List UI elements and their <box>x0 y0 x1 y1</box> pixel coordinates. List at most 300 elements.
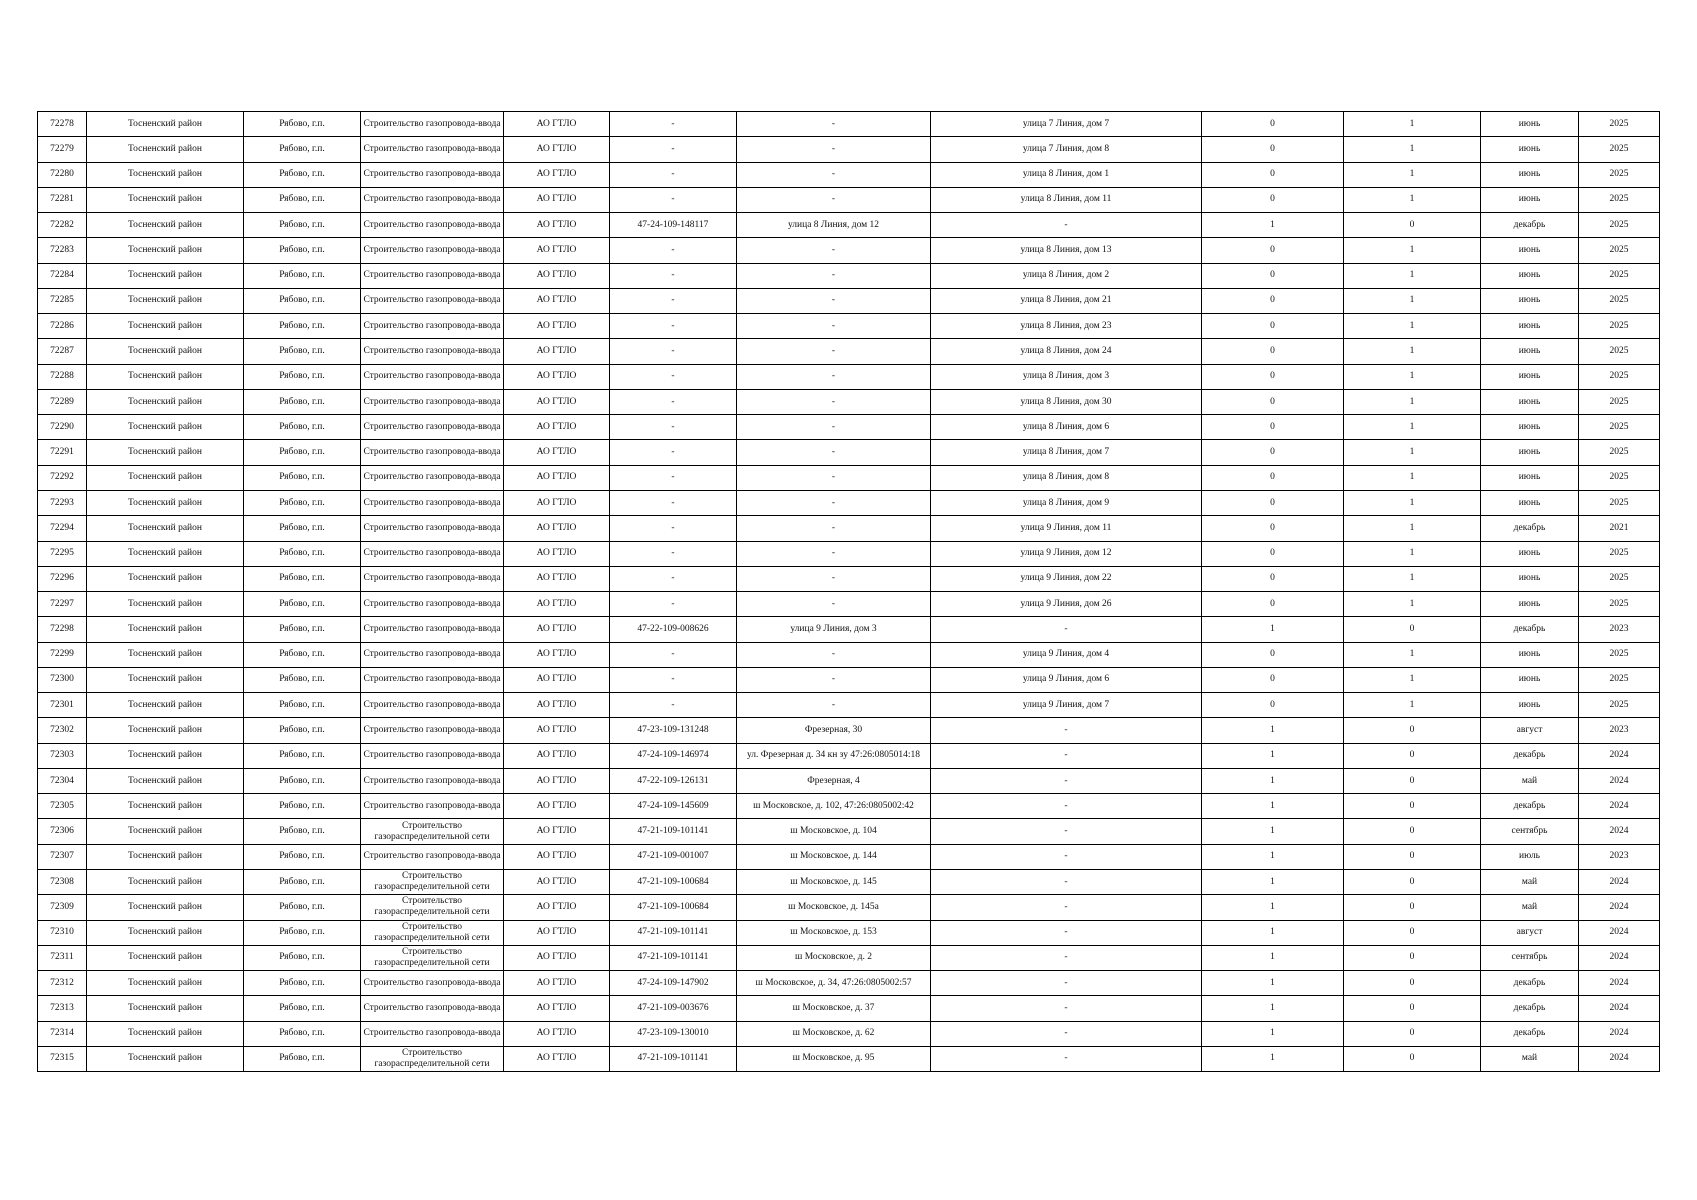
cell-address-planned: улица 8 Линия, дом 8 <box>931 465 1202 490</box>
cell-address-contract: Фрезерная, 4 <box>737 768 931 793</box>
cell-organization: АО ГТЛО <box>504 1046 610 1071</box>
cell-work-type: Строительство газопровода-ввода <box>361 415 504 440</box>
cell-organization: АО ГТЛО <box>504 415 610 440</box>
cell-address-planned: улица 9 Линия, дом 4 <box>931 642 1202 667</box>
cell-settlement: Рябово, г.п. <box>244 415 361 440</box>
cell-address-contract: - <box>737 440 931 465</box>
cell-row-id: 72314 <box>38 1021 87 1046</box>
cell-work-type: Строительство газопровода-ввода <box>361 440 504 465</box>
cell-count-planned: 0 <box>1344 1021 1481 1046</box>
table-row <box>38 364 1660 389</box>
cell-row-id: 72306 <box>38 819 87 844</box>
cell-month: июнь <box>1481 162 1579 187</box>
cell-count-planned: 0 <box>1344 718 1481 743</box>
cell-district: Тосненский район <box>87 288 244 313</box>
cell-address-planned: улица 8 Линия, дом 11 <box>931 187 1202 212</box>
cell-application-number: - <box>610 693 737 718</box>
cell-month: июнь <box>1481 566 1579 591</box>
cell-count-planned: 1 <box>1344 541 1481 566</box>
cell-year: 2025 <box>1579 112 1660 137</box>
cell-organization: АО ГТЛО <box>504 642 610 667</box>
cell-count-planned: 0 <box>1344 743 1481 768</box>
cell-count-planned: 1 <box>1344 516 1481 541</box>
table-row <box>38 819 1660 844</box>
cell-month: июнь <box>1481 440 1579 465</box>
cell-application-number: - <box>610 642 737 667</box>
cell-row-id: 72311 <box>38 945 87 970</box>
cell-application-number: 47-21-109-100684 <box>610 869 737 894</box>
table-row <box>38 263 1660 288</box>
cell-address-contract: - <box>737 642 931 667</box>
cell-settlement: Рябово, г.п. <box>244 339 361 364</box>
cell-row-id: 72309 <box>38 895 87 920</box>
cell-settlement: Рябово, г.п. <box>244 794 361 819</box>
cell-settlement: Рябово, г.п. <box>244 693 361 718</box>
cell-count-contract: 0 <box>1202 516 1344 541</box>
cell-year: 2024 <box>1579 945 1660 970</box>
cell-count-planned: 1 <box>1344 440 1481 465</box>
table-row <box>38 592 1660 617</box>
cell-district: Тосненский район <box>87 162 244 187</box>
cell-address-contract: - <box>737 541 931 566</box>
table-row <box>38 490 1660 515</box>
cell-work-type: Строительство газопровода-ввода <box>361 743 504 768</box>
cell-count-contract: 0 <box>1202 566 1344 591</box>
cell-month: июнь <box>1481 137 1579 162</box>
cell-organization: АО ГТЛО <box>504 768 610 793</box>
cell-month: июнь <box>1481 465 1579 490</box>
cell-work-type: Строительство газопровода-ввода <box>361 162 504 187</box>
cell-address-planned: улица 9 Линия, дом 26 <box>931 592 1202 617</box>
cell-month: декабрь <box>1481 743 1579 768</box>
cell-address-planned: улица 8 Линия, дом 21 <box>931 288 1202 313</box>
cell-count-contract: 0 <box>1202 465 1344 490</box>
cell-row-id: 72295 <box>38 541 87 566</box>
cell-address-planned: - <box>931 895 1202 920</box>
cell-organization: АО ГТЛО <box>504 895 610 920</box>
cell-settlement: Рябово, г.п. <box>244 617 361 642</box>
cell-count-contract: 0 <box>1202 137 1344 162</box>
cell-address-planned: улица 8 Линия, дом 30 <box>931 389 1202 414</box>
table-row <box>38 667 1660 692</box>
cell-address-contract: ш Московское, д. 2 <box>737 945 931 970</box>
cell-work-type: Строительство газораспределительной сети <box>361 1046 504 1071</box>
table-row <box>38 213 1660 238</box>
cell-address-planned: - <box>931 1021 1202 1046</box>
cell-address-contract: ул. Фрезерная д. 34 кн зу 47:26:0805014:18 <box>737 743 931 768</box>
cell-organization: АО ГТЛО <box>504 945 610 970</box>
cell-district: Тосненский район <box>87 693 244 718</box>
cell-district: Тосненский район <box>87 743 244 768</box>
cell-address-planned: улица 9 Линия, дом 22 <box>931 566 1202 591</box>
cell-settlement: Рябово, г.п. <box>244 364 361 389</box>
cell-address-planned: улица 7 Линия, дом 7 <box>931 112 1202 137</box>
table-row <box>38 945 1660 970</box>
cell-address-contract: - <box>737 516 931 541</box>
cell-settlement: Рябово, г.п. <box>244 844 361 869</box>
cell-count-contract: 0 <box>1202 162 1344 187</box>
cell-count-planned: 1 <box>1344 162 1481 187</box>
cell-count-planned: 0 <box>1344 971 1481 996</box>
cell-district: Тосненский район <box>87 869 244 894</box>
cell-address-planned: - <box>931 819 1202 844</box>
cell-application-number: 47-22-109-008626 <box>610 617 737 642</box>
cell-year: 2025 <box>1579 364 1660 389</box>
cell-row-id: 72292 <box>38 465 87 490</box>
cell-month: июнь <box>1481 112 1579 137</box>
table-row <box>38 996 1660 1021</box>
cell-month: май <box>1481 895 1579 920</box>
table-row <box>38 541 1660 566</box>
cell-district: Тосненский район <box>87 566 244 591</box>
cell-month: сентябрь <box>1481 945 1579 970</box>
cell-address-contract: ш Московское, д. 145а <box>737 895 931 920</box>
cell-year: 2024 <box>1579 996 1660 1021</box>
cell-district: Тосненский район <box>87 794 244 819</box>
cell-district: Тосненский район <box>87 314 244 339</box>
cell-month: май <box>1481 869 1579 894</box>
table-row <box>38 465 1660 490</box>
cell-settlement: Рябово, г.п. <box>244 1021 361 1046</box>
cell-count-planned: 1 <box>1344 137 1481 162</box>
table-row <box>38 415 1660 440</box>
table-row <box>38 920 1660 945</box>
cell-work-type: Строительство газораспределительной сети <box>361 945 504 970</box>
cell-organization: АО ГТЛО <box>504 263 610 288</box>
cell-year: 2024 <box>1579 743 1660 768</box>
cell-application-number: - <box>610 263 737 288</box>
cell-address-contract: - <box>737 389 931 414</box>
cell-address-planned: - <box>931 213 1202 238</box>
cell-organization: АО ГТЛО <box>504 516 610 541</box>
cell-count-contract: 0 <box>1202 415 1344 440</box>
cell-count-planned: 1 <box>1344 465 1481 490</box>
cell-row-id: 72313 <box>38 996 87 1021</box>
cell-work-type: Строительство газопровода-ввода <box>361 1021 504 1046</box>
cell-district: Тосненский район <box>87 415 244 440</box>
cell-count-planned: 0 <box>1344 819 1481 844</box>
cell-address-contract: - <box>737 364 931 389</box>
cell-year: 2025 <box>1579 288 1660 313</box>
cell-organization: АО ГТЛО <box>504 617 610 642</box>
cell-organization: АО ГТЛО <box>504 592 610 617</box>
cell-month: май <box>1481 1046 1579 1071</box>
cell-work-type: Строительство газопровода-ввода <box>361 768 504 793</box>
cell-settlement: Рябово, г.п. <box>244 263 361 288</box>
cell-count-contract: 1 <box>1202 743 1344 768</box>
cell-count-contract: 0 <box>1202 642 1344 667</box>
cell-count-contract: 0 <box>1202 592 1344 617</box>
cell-application-number: - <box>610 137 737 162</box>
cell-year: 2025 <box>1579 187 1660 212</box>
cell-address-planned: - <box>931 869 1202 894</box>
cell-row-id: 72297 <box>38 592 87 617</box>
cell-count-contract: 0 <box>1202 667 1344 692</box>
cell-organization: АО ГТЛО <box>504 465 610 490</box>
table-body <box>38 112 1660 1072</box>
cell-year: 2024 <box>1579 1046 1660 1071</box>
cell-month: июнь <box>1481 314 1579 339</box>
cell-work-type: Строительство газораспределительной сети <box>361 869 504 894</box>
cell-district: Тосненский район <box>87 945 244 970</box>
cell-settlement: Рябово, г.п. <box>244 541 361 566</box>
cell-organization: АО ГТЛО <box>504 971 610 996</box>
cell-district: Тосненский район <box>87 642 244 667</box>
cell-row-id: 72305 <box>38 794 87 819</box>
cell-count-planned: 0 <box>1344 945 1481 970</box>
cell-row-id: 72293 <box>38 490 87 515</box>
cell-organization: АО ГТЛО <box>504 819 610 844</box>
cell-district: Тосненский район <box>87 137 244 162</box>
cell-month: июнь <box>1481 642 1579 667</box>
cell-month: сентябрь <box>1481 819 1579 844</box>
cell-count-contract: 0 <box>1202 314 1344 339</box>
cell-year: 2025 <box>1579 440 1660 465</box>
cell-month: июнь <box>1481 389 1579 414</box>
cell-address-contract: - <box>737 288 931 313</box>
cell-month: декабрь <box>1481 996 1579 1021</box>
cell-organization: АО ГТЛО <box>504 288 610 313</box>
cell-application-number: 47-24-109-145609 <box>610 794 737 819</box>
cell-address-planned: улица 7 Линия, дом 8 <box>931 137 1202 162</box>
cell-organization: АО ГТЛО <box>504 1021 610 1046</box>
table-row <box>38 339 1660 364</box>
cell-address-contract: - <box>737 490 931 515</box>
cell-month: декабрь <box>1481 516 1579 541</box>
table-row <box>38 137 1660 162</box>
cell-year: 2024 <box>1579 819 1660 844</box>
cell-application-number: 47-21-109-101141 <box>610 920 737 945</box>
cell-month: август <box>1481 718 1579 743</box>
cell-month: июнь <box>1481 263 1579 288</box>
cell-count-contract: 0 <box>1202 263 1344 288</box>
cell-district: Тосненский район <box>87 541 244 566</box>
cell-count-contract: 1 <box>1202 869 1344 894</box>
table-row <box>38 1021 1660 1046</box>
cell-application-number: - <box>610 162 737 187</box>
cell-settlement: Рябово, г.п. <box>244 642 361 667</box>
cell-district: Тосненский район <box>87 971 244 996</box>
cell-application-number: - <box>610 364 737 389</box>
cell-address-planned: - <box>931 768 1202 793</box>
cell-application-number: - <box>610 415 737 440</box>
cell-row-id: 72308 <box>38 869 87 894</box>
cell-organization: АО ГТЛО <box>504 187 610 212</box>
cell-settlement: Рябово, г.п. <box>244 490 361 515</box>
cell-organization: АО ГТЛО <box>504 693 610 718</box>
cell-year: 2021 <box>1579 516 1660 541</box>
cell-address-planned: улица 8 Линия, дом 23 <box>931 314 1202 339</box>
cell-district: Тосненский район <box>87 440 244 465</box>
cell-count-planned: 0 <box>1344 794 1481 819</box>
cell-application-number: - <box>610 238 737 263</box>
cell-count-contract: 1 <box>1202 794 1344 819</box>
cell-count-planned: 0 <box>1344 1046 1481 1071</box>
cell-count-contract: 0 <box>1202 112 1344 137</box>
cell-row-id: 72287 <box>38 339 87 364</box>
cell-district: Тосненский район <box>87 112 244 137</box>
cell-count-planned: 1 <box>1344 490 1481 515</box>
cell-count-contract: 1 <box>1202 1021 1344 1046</box>
cell-work-type: Строительство газораспределительной сети <box>361 895 504 920</box>
cell-application-number: 47-23-109-130010 <box>610 1021 737 1046</box>
cell-application-number: 47-21-109-001007 <box>610 844 737 869</box>
cell-month: декабрь <box>1481 1021 1579 1046</box>
cell-year: 2024 <box>1579 895 1660 920</box>
cell-address-planned: - <box>931 971 1202 996</box>
cell-count-contract: 0 <box>1202 339 1344 364</box>
cell-work-type: Строительство газопровода-ввода <box>361 112 504 137</box>
cell-row-id: 72279 <box>38 137 87 162</box>
cell-settlement: Рябово, г.п. <box>244 743 361 768</box>
cell-work-type: Строительство газопровода-ввода <box>361 238 504 263</box>
cell-district: Тосненский район <box>87 844 244 869</box>
cell-address-contract: - <box>737 137 931 162</box>
cell-organization: АО ГТЛО <box>504 566 610 591</box>
cell-count-contract: 0 <box>1202 238 1344 263</box>
cell-row-id: 72304 <box>38 768 87 793</box>
cell-row-id: 72312 <box>38 971 87 996</box>
cell-count-planned: 1 <box>1344 415 1481 440</box>
cell-year: 2024 <box>1579 920 1660 945</box>
cell-application-number: 47-21-109-003676 <box>610 996 737 1021</box>
cell-work-type: Строительство газопровода-ввода <box>361 465 504 490</box>
cell-district: Тосненский район <box>87 364 244 389</box>
cell-row-id: 72281 <box>38 187 87 212</box>
cell-address-planned: улица 9 Линия, дом 7 <box>931 693 1202 718</box>
gasification-table <box>37 111 1660 1072</box>
cell-district: Тосненский район <box>87 490 244 515</box>
cell-year: 2024 <box>1579 971 1660 996</box>
cell-work-type: Строительство газопровода-ввода <box>361 566 504 591</box>
cell-settlement: Рябово, г.п. <box>244 971 361 996</box>
table-row <box>38 743 1660 768</box>
cell-count-contract: 0 <box>1202 288 1344 313</box>
cell-year: 2025 <box>1579 566 1660 591</box>
cell-row-id: 72307 <box>38 844 87 869</box>
cell-address-planned: - <box>931 996 1202 1021</box>
cell-year: 2024 <box>1579 768 1660 793</box>
cell-settlement: Рябово, г.п. <box>244 920 361 945</box>
cell-work-type: Строительство газопровода-ввода <box>361 718 504 743</box>
cell-count-planned: 1 <box>1344 238 1481 263</box>
cell-count-contract: 1 <box>1202 971 1344 996</box>
cell-district: Тосненский район <box>87 819 244 844</box>
cell-month: декабрь <box>1481 971 1579 996</box>
cell-work-type: Строительство газопровода-ввода <box>361 971 504 996</box>
cell-count-planned: 1 <box>1344 667 1481 692</box>
cell-application-number: 47-24-109-146974 <box>610 743 737 768</box>
cell-month: июнь <box>1481 288 1579 313</box>
cell-settlement: Рябово, г.п. <box>244 112 361 137</box>
cell-year: 2025 <box>1579 137 1660 162</box>
cell-settlement: Рябово, г.п. <box>244 314 361 339</box>
table-row <box>38 389 1660 414</box>
cell-settlement: Рябово, г.п. <box>244 667 361 692</box>
cell-organization: АО ГТЛО <box>504 794 610 819</box>
cell-count-contract: 1 <box>1202 945 1344 970</box>
cell-count-planned: 0 <box>1344 869 1481 894</box>
cell-count-planned: 1 <box>1344 693 1481 718</box>
cell-settlement: Рябово, г.п. <box>244 465 361 490</box>
cell-address-contract: ш Московское, д. 34, 47:26:0805002:57 <box>737 971 931 996</box>
cell-settlement: Рябово, г.п. <box>244 819 361 844</box>
cell-year: 2025 <box>1579 642 1660 667</box>
cell-count-contract: 0 <box>1202 364 1344 389</box>
cell-district: Тосненский район <box>87 1021 244 1046</box>
cell-application-number: - <box>610 541 737 566</box>
cell-count-planned: 1 <box>1344 263 1481 288</box>
cell-district: Тосненский район <box>87 263 244 288</box>
table-row <box>38 844 1660 869</box>
cell-application-number: - <box>610 187 737 212</box>
cell-application-number: 47-24-109-147902 <box>610 971 737 996</box>
cell-organization: АО ГТЛО <box>504 162 610 187</box>
cell-month: июнь <box>1481 415 1579 440</box>
cell-row-id: 72298 <box>38 617 87 642</box>
cell-year: 2023 <box>1579 844 1660 869</box>
cell-district: Тосненский район <box>87 895 244 920</box>
cell-row-id: 72301 <box>38 693 87 718</box>
cell-address-planned: улица 8 Линия, дом 6 <box>931 415 1202 440</box>
cell-application-number: 47-21-109-101141 <box>610 1046 737 1071</box>
cell-address-planned: - <box>931 617 1202 642</box>
cell-count-contract: 0 <box>1202 187 1344 212</box>
table-row <box>38 869 1660 894</box>
table-row <box>38 794 1660 819</box>
cell-row-id: 72310 <box>38 920 87 945</box>
cell-settlement: Рябово, г.п. <box>244 996 361 1021</box>
cell-address-contract: - <box>737 667 931 692</box>
cell-work-type: Строительство газопровода-ввода <box>361 364 504 389</box>
cell-address-contract: - <box>737 187 931 212</box>
cell-count-planned: 0 <box>1344 895 1481 920</box>
cell-organization: АО ГТЛО <box>504 869 610 894</box>
cell-count-contract: 0 <box>1202 541 1344 566</box>
cell-year: 2024 <box>1579 869 1660 894</box>
cell-year: 2025 <box>1579 541 1660 566</box>
cell-count-planned: 0 <box>1344 213 1481 238</box>
cell-address-contract: - <box>737 592 931 617</box>
table-row <box>38 516 1660 541</box>
cell-row-id: 72280 <box>38 162 87 187</box>
cell-organization: АО ГТЛО <box>504 137 610 162</box>
cell-year: 2023 <box>1579 718 1660 743</box>
cell-month: июнь <box>1481 490 1579 515</box>
cell-work-type: Строительство газопровода-ввода <box>361 541 504 566</box>
cell-organization: АО ГТЛО <box>504 996 610 1021</box>
cell-address-planned: - <box>931 920 1202 945</box>
cell-address-contract: - <box>737 566 931 591</box>
cell-district: Тосненский район <box>87 389 244 414</box>
cell-month: декабрь <box>1481 617 1579 642</box>
cell-address-contract: ш Московское, д. 95 <box>737 1046 931 1071</box>
table-row <box>38 693 1660 718</box>
cell-address-contract: ш Московское, д. 104 <box>737 819 931 844</box>
cell-organization: АО ГТЛО <box>504 238 610 263</box>
cell-work-type: Строительство газопровода-ввода <box>361 288 504 313</box>
cell-application-number: 47-24-109-148117 <box>610 213 737 238</box>
cell-work-type: Строительство газопровода-ввода <box>361 794 504 819</box>
cell-settlement: Рябово, г.п. <box>244 440 361 465</box>
cell-address-planned: улица 9 Линия, дом 11 <box>931 516 1202 541</box>
cell-work-type: Строительство газопровода-ввода <box>361 263 504 288</box>
cell-row-id: 72315 <box>38 1046 87 1071</box>
cell-address-planned: улица 9 Линия, дом 12 <box>931 541 1202 566</box>
cell-year: 2025 <box>1579 339 1660 364</box>
cell-row-id: 72288 <box>38 364 87 389</box>
cell-address-planned: - <box>931 1046 1202 1071</box>
